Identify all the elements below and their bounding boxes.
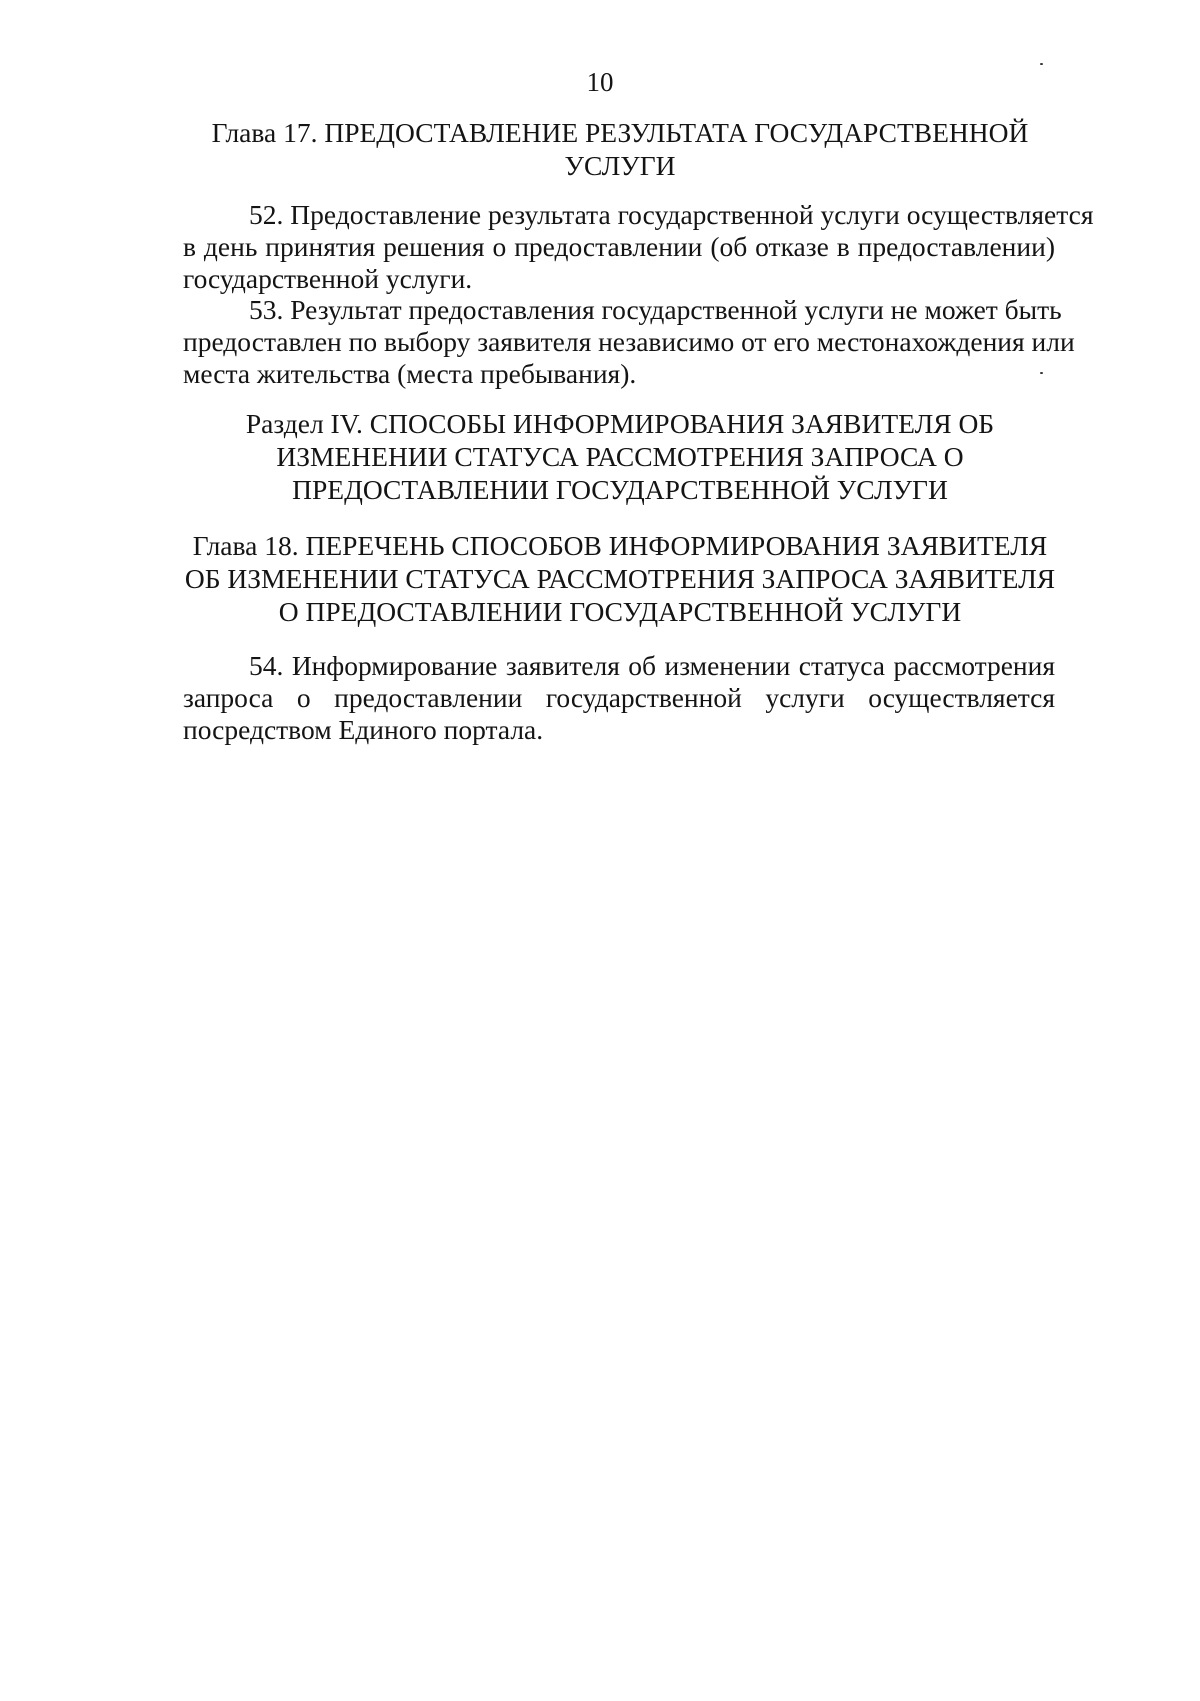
chapter-18-heading-line: О ПРЕДОСТАВЛЕНИИ ГОСУДАРСТВЕННОЙ УСЛУГИ xyxy=(278,596,962,627)
scan-speck xyxy=(1040,372,1043,374)
section-4-heading-line: ПРЕДОСТАВЛЕНИИ ГОСУДАРСТВЕННОЙ УСЛУГИ xyxy=(292,474,948,505)
scan-speck xyxy=(1040,63,1043,65)
section-4-heading xyxy=(180,407,1060,506)
paragraph-line: запроса о предоставлении государственной услуги осуществляется xyxy=(183,682,1055,713)
chapter-17-heading xyxy=(180,116,1060,182)
paragraph-line: посредством Единого портала. xyxy=(183,714,544,745)
paragraph-line: 52. Предоставление результата государственной услуги осуществляется xyxy=(249,199,1094,230)
paragraph-53 xyxy=(183,294,1075,390)
page-number: 10 xyxy=(586,67,614,97)
paragraph-line: места жительства (места пребывания). xyxy=(183,358,637,389)
chapter-17-heading-line: УСЛУГИ xyxy=(564,150,676,181)
section-4-heading-line: Раздел IV. СПОСОБЫ ИНФОРМИРОВАНИЯ ЗАЯВИТЕЛЯ ОБ xyxy=(245,408,995,439)
chapter-18-heading-line: ОБ ИЗМЕНЕНИИ СТАТУСА РАССМОТРЕНИЯ ЗАПРОСА ЗАЯВИТЕЛЯ xyxy=(184,563,1056,594)
chapter-17-heading-line: Глава 17. ПРЕДОСТАВЛЕНИЕ РЕЗУЛЬТАТА ГОСУДАРСТВЕННОЙ xyxy=(211,117,1029,148)
section-4-heading-line: ИЗМЕНЕНИИ СТАТУСА РАССМОТРЕНИЯ ЗАПРОСА О xyxy=(276,441,964,472)
paragraph-line: государственной услуги. xyxy=(183,263,473,294)
paragraph-54 xyxy=(183,650,1055,746)
paragraph-52 xyxy=(183,199,1094,295)
chapter-18-heading xyxy=(180,529,1060,628)
chapter-18-heading-line: Глава 18. ПЕРЕЧЕНЬ СПОСОБОВ ИНФОРМИРОВАНИЯ ЗАЯВИТЕЛЯ xyxy=(192,530,1048,561)
paragraph-line: в день принятия решения о предоставлении (об отказе в предоставлении) xyxy=(183,231,1055,262)
paragraph-line: 53. Результат предоставления государственной услуги не может быть xyxy=(249,294,1062,325)
paragraph-line: предоставлен по выбору заявителя независимо от его местонахождения или xyxy=(183,326,1075,357)
paragraph-line: 54. Информирование заявителя об изменении статуса рассмотрения xyxy=(249,650,1055,681)
